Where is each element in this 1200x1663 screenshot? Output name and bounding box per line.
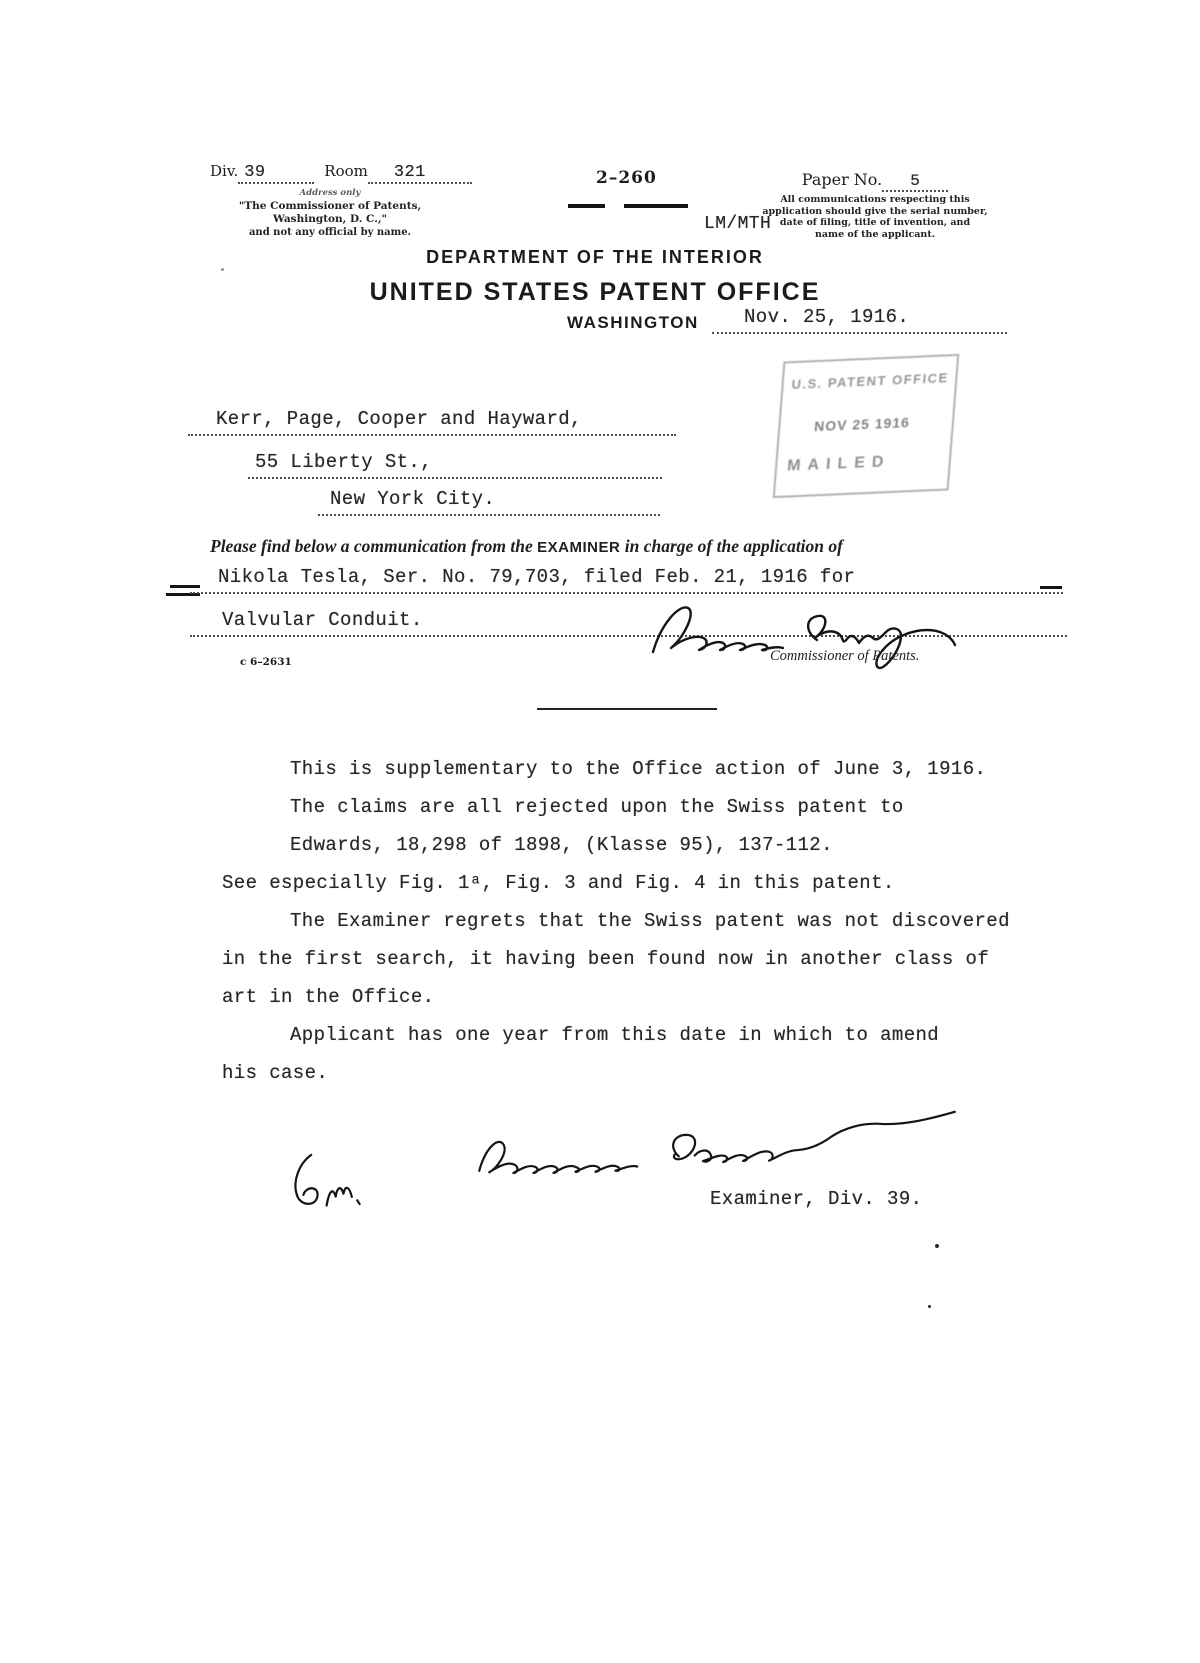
fine-print-1: All communications respecting this bbox=[780, 194, 970, 205]
department-title: DEPARTMENT OF THE INTERIOR bbox=[426, 247, 764, 267]
room-label: Room bbox=[324, 162, 368, 180]
center-dash-2 bbox=[624, 204, 688, 208]
commissioner-address-3: and not any official by name. bbox=[248, 226, 412, 238]
center-dash-1 bbox=[568, 204, 605, 208]
form-number: 2–260 bbox=[596, 168, 657, 188]
paper-number-block bbox=[745, 170, 1005, 240]
ink-speck bbox=[935, 1244, 939, 1248]
body-line: in the first search, it having been found now in another class of bbox=[222, 948, 990, 970]
notice-examiner-word: EXAMINER bbox=[537, 539, 621, 556]
room-number: 321 bbox=[368, 163, 472, 184]
fine-print-2: application should give the serial number, bbox=[762, 205, 988, 217]
typist-initials: LM/MTH bbox=[704, 214, 772, 234]
examiner-signature bbox=[467, 1095, 980, 1188]
clerk-initials-signature bbox=[279, 1144, 363, 1218]
notice-pre: Please find below a communication from the bbox=[210, 536, 538, 556]
notice-line bbox=[210, 536, 970, 557]
paper-no-label: Paper No. bbox=[801, 170, 883, 189]
city-label: WASHINGTON bbox=[567, 313, 699, 332]
ink-speck bbox=[928, 1305, 931, 1308]
paper-no-value: 5 bbox=[882, 172, 948, 192]
commissioner-address-2: Washington, D. C.," bbox=[273, 212, 387, 225]
notice-post: in charge of the application of bbox=[620, 536, 843, 556]
commissioner-title: Commissioner of Patents. bbox=[770, 648, 920, 664]
body-line: Applicant has one year from this date in which to amend bbox=[290, 1024, 940, 1046]
body-line: The Examiner regrets that the Swiss patent was not discovered bbox=[290, 910, 1010, 932]
date-line: Nov. 25, 1916. bbox=[712, 306, 1007, 334]
application-line: Nikola Tesla, Ser. No. 79,703, filed Feb. 21, 1916 for bbox=[190, 566, 1063, 594]
body-line: his case. bbox=[222, 1062, 329, 1084]
right-margin-dash bbox=[1040, 586, 1062, 589]
mailed-stamp bbox=[773, 354, 960, 498]
div-number: 39 bbox=[238, 163, 314, 184]
stamp-mailed-line: MAILED bbox=[786, 452, 892, 475]
stamp-date-line: NOV 25 1916 bbox=[813, 414, 911, 435]
address-only-note: Address only bbox=[299, 188, 361, 198]
body-line: art in the Office. bbox=[222, 986, 435, 1008]
office-title: UNITED STATES PATENT OFFICE bbox=[369, 278, 821, 306]
body-line: See especially Fig. 1ᵃ, Fig. 3 and Fig. 4 in this patent. bbox=[222, 872, 895, 894]
address-instruction-block bbox=[210, 162, 450, 239]
body-line: The claims are all rejected upon the Swiss patent to bbox=[290, 796, 904, 818]
fine-print-3: date of filing, title of invention, and bbox=[779, 217, 971, 228]
body-line: Edwards, 18,298 of 1898, (Klasse 95), 137-112. bbox=[290, 834, 833, 856]
examiner-title-line: Examiner, Div. 39. bbox=[710, 1188, 923, 1210]
stamp-office-line: U.S. PATENT OFFICE bbox=[790, 370, 950, 393]
recipient-name-line: Kerr, Page, Cooper and Hayward, bbox=[188, 408, 676, 436]
recipient-street-line: 55 Liberty St., bbox=[248, 451, 662, 479]
div-label: Div. bbox=[210, 162, 239, 180]
separator-rule bbox=[537, 708, 717, 710]
letter-body bbox=[222, 750, 1022, 1092]
form-code: c 6–2631 bbox=[240, 656, 292, 668]
body-line: This is supplementary to the Office action of June 3, 1916. bbox=[290, 758, 987, 780]
commissioner-address-1: "The Commissioner of Patents, bbox=[238, 199, 422, 212]
invention-title-line: Valvular Conduit. bbox=[190, 609, 1067, 637]
fine-print-4: name of the applicant. bbox=[814, 228, 936, 240]
ink-speck bbox=[221, 268, 224, 271]
recipient-city-line: New York City. bbox=[318, 488, 660, 516]
